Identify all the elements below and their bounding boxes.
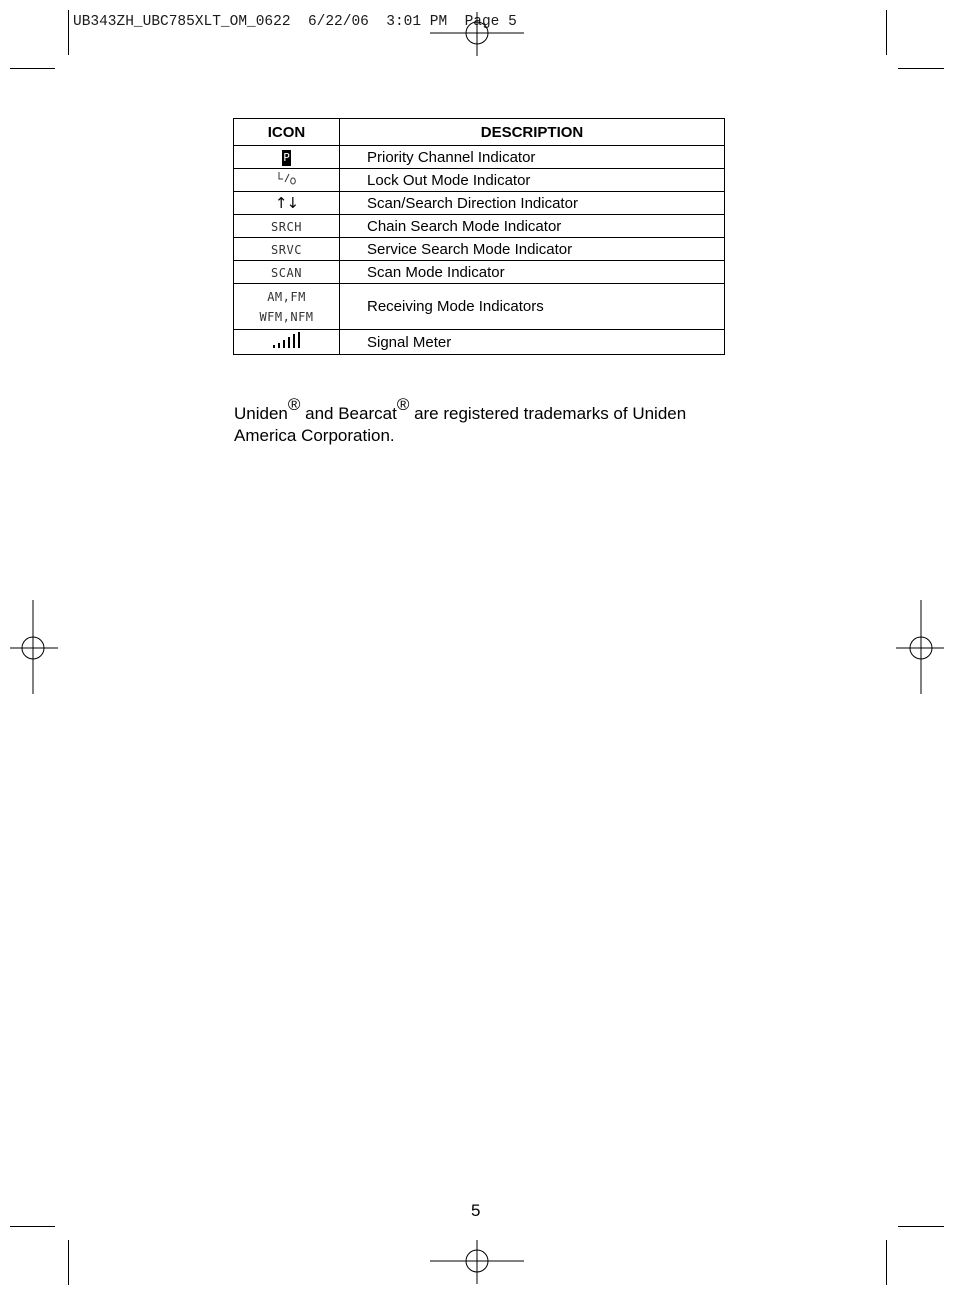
crop-mark bbox=[898, 68, 944, 69]
table-cell-icon bbox=[234, 238, 340, 261]
registration-target-icon bbox=[896, 600, 944, 694]
registered-mark: ® bbox=[287, 395, 301, 415]
table-cell-icon bbox=[234, 146, 340, 169]
table-cell-description: Receiving Mode Indicators bbox=[340, 284, 725, 330]
table-cell-icon bbox=[234, 330, 340, 355]
trademark-text: are registered trademarks of Uniden America Corporation. bbox=[234, 404, 687, 445]
table-row bbox=[234, 284, 725, 330]
priority-icon: P bbox=[283, 150, 290, 164]
table-row bbox=[234, 330, 725, 355]
trademark-brand-uniden: Uniden bbox=[234, 404, 288, 423]
table-cell-icon bbox=[234, 215, 340, 238]
table-cell-description: Priority Channel Indicator bbox=[340, 146, 725, 169]
trademark-text: and Bearcat bbox=[300, 404, 397, 423]
registration-target-icon bbox=[430, 12, 524, 56]
crop-mark bbox=[886, 1240, 887, 1285]
page-number: 5 bbox=[471, 1201, 481, 1220]
crop-mark bbox=[10, 68, 55, 69]
table-row bbox=[234, 261, 725, 284]
registration-target-icon bbox=[430, 1240, 524, 1284]
lockout-icon bbox=[276, 171, 298, 185]
table-row bbox=[234, 215, 725, 238]
registered-mark: ® bbox=[396, 395, 410, 415]
table-cell-description: Scan/Search Direction Indicator bbox=[340, 192, 725, 215]
icon-description-table bbox=[233, 118, 725, 355]
table-row bbox=[234, 146, 725, 169]
table-row bbox=[234, 169, 725, 192]
table-cell-description: Chain Search Mode Indicator bbox=[340, 215, 725, 238]
table-cell-description: Service Search Mode Indicator bbox=[340, 238, 725, 261]
srvc-icon: SRVC bbox=[271, 242, 302, 257]
crop-mark bbox=[68, 1240, 69, 1285]
scan-icon: SCAN bbox=[271, 265, 302, 280]
crop-mark bbox=[10, 1226, 55, 1227]
signal-meter-icon bbox=[272, 332, 302, 348]
column-header-icon: ICON bbox=[234, 119, 340, 146]
print-slug: UB343ZH_UBC785XLT_OM_0622 6/22/06 3:01 PM Page 5 bbox=[73, 14, 517, 30]
table-cell-icon bbox=[234, 261, 340, 284]
registration-target-icon bbox=[10, 600, 58, 694]
trademark-notice bbox=[234, 395, 734, 447]
table-cell-description: Scan Mode Indicator bbox=[340, 261, 725, 284]
table-row bbox=[234, 238, 725, 261]
crop-mark bbox=[886, 10, 887, 55]
crop-mark bbox=[68, 10, 69, 55]
column-header-description: DESCRIPTION bbox=[340, 119, 725, 146]
table-cell-icon bbox=[234, 192, 340, 215]
srch-icon: SRCH bbox=[271, 219, 302, 234]
table-header-row bbox=[234, 119, 725, 146]
table-cell-description: Lock Out Mode Indicator bbox=[340, 169, 725, 192]
table-cell-icon bbox=[234, 169, 340, 192]
crop-mark bbox=[898, 1226, 944, 1227]
direction-arrows-icon: ↑↓ bbox=[274, 194, 299, 212]
receiving-mode-icon-line: WFM,NFM bbox=[259, 309, 314, 324]
table-cell-icon bbox=[234, 284, 340, 330]
table-cell-description: Signal Meter bbox=[340, 330, 725, 355]
receiving-mode-icon-line: AM,FM bbox=[267, 289, 306, 304]
table-row bbox=[234, 192, 725, 215]
